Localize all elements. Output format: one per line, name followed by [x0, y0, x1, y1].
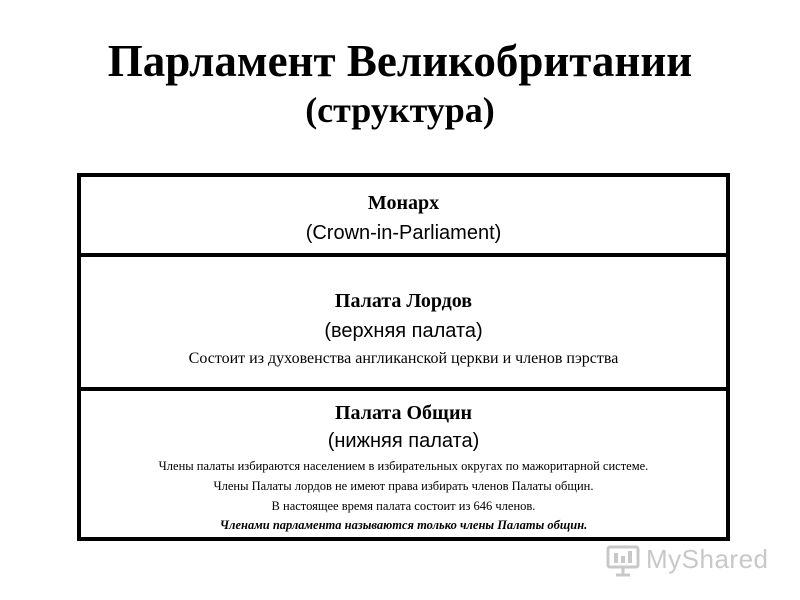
lords-heading: Палата Лордов: [334, 290, 473, 312]
commons-description-line: Члены Палаты лордов не имеют права избирать членов Палаты общин.: [213, 479, 594, 493]
page-title: Парламент Великобритании: [107, 36, 693, 86]
watermark-logo: [606, 541, 776, 581]
house-of-lords-block: [81, 257, 726, 391]
monarch-subheading: (Crown-in-Parliament): [305, 222, 502, 244]
page-subtitle: (структура): [305, 90, 495, 130]
commons-heading: Палата Общин: [335, 402, 472, 424]
commons-description-line: В настоящее время палата состоит из 646 членов.: [271, 499, 536, 513]
commons-description-line: Члены палаты избираются населением в избирательных округах по мажоритарной системе.: [158, 459, 649, 473]
house-of-commons-block: [81, 391, 726, 537]
monarch-heading: Монарх: [367, 192, 440, 214]
watermark-text: MyShared: [646, 544, 769, 574]
monarch-block: [81, 177, 726, 257]
lords-description: Состоит из духовенства англиканской церкви и членов пэрства: [188, 350, 619, 367]
lords-subheading: (верхняя палата): [324, 320, 483, 342]
commons-subheading: (нижняя палата): [327, 430, 480, 452]
presentation-board-icon: [606, 543, 640, 577]
parliament-structure-diagram: [77, 173, 730, 541]
commons-description-line-emphasis: Членами парламента называются только члены Палаты общин.: [219, 518, 588, 532]
